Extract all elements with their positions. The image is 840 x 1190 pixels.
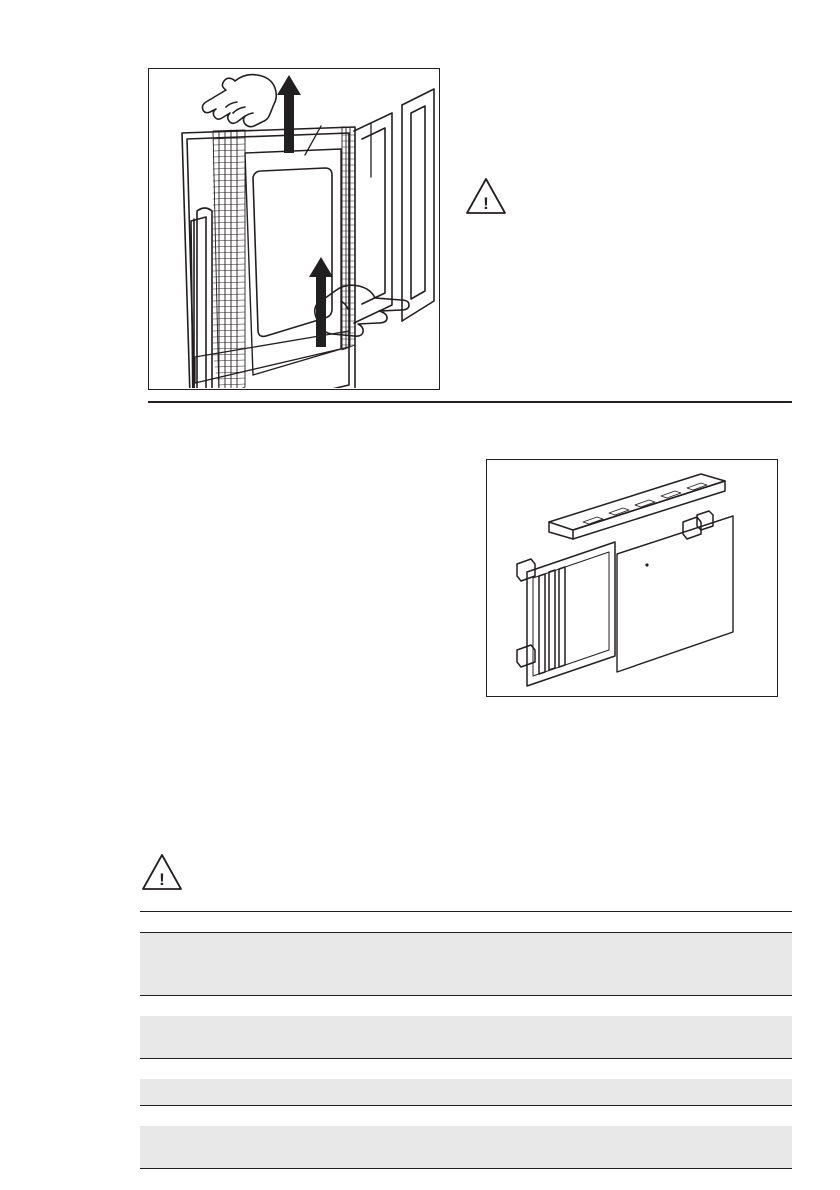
table-row (140, 1079, 792, 1106)
table-cell-text (140, 912, 792, 918)
data-table (140, 911, 792, 1171)
warning-exclamation-glyph: ! (483, 194, 489, 213)
table-body (140, 912, 792, 1172)
table-row (140, 1126, 792, 1169)
table-cell-text (140, 1059, 792, 1065)
table-row (140, 1059, 792, 1080)
figure-oven-door-glass-panels-exploded (486, 459, 778, 697)
table-cell-text (140, 1016, 792, 1022)
table-row (140, 912, 792, 933)
table-cell-text (140, 996, 792, 1002)
table-cell-text (140, 1079, 792, 1085)
table-cell-text (140, 1169, 792, 1175)
warning-triangle-lower (140, 852, 184, 892)
oven-door-removal-illustration (149, 69, 438, 388)
section-divider (148, 401, 792, 403)
table-cell-text (140, 953, 792, 959)
warning-exclamation-glyph: ! (159, 870, 165, 889)
table-cell-text (140, 933, 792, 939)
table-cell-text (140, 1106, 792, 1112)
table-row (140, 1106, 792, 1127)
table-row (140, 996, 792, 1017)
warning-triangle-upper (464, 176, 508, 216)
table-cell-text (140, 1126, 792, 1132)
figure-oven-door-glass-removal (148, 68, 440, 390)
table-row (140, 953, 792, 996)
table-row (140, 933, 792, 954)
door-panels-illustration (487, 460, 776, 695)
table-row (140, 1016, 792, 1059)
table-row (140, 1169, 792, 1172)
